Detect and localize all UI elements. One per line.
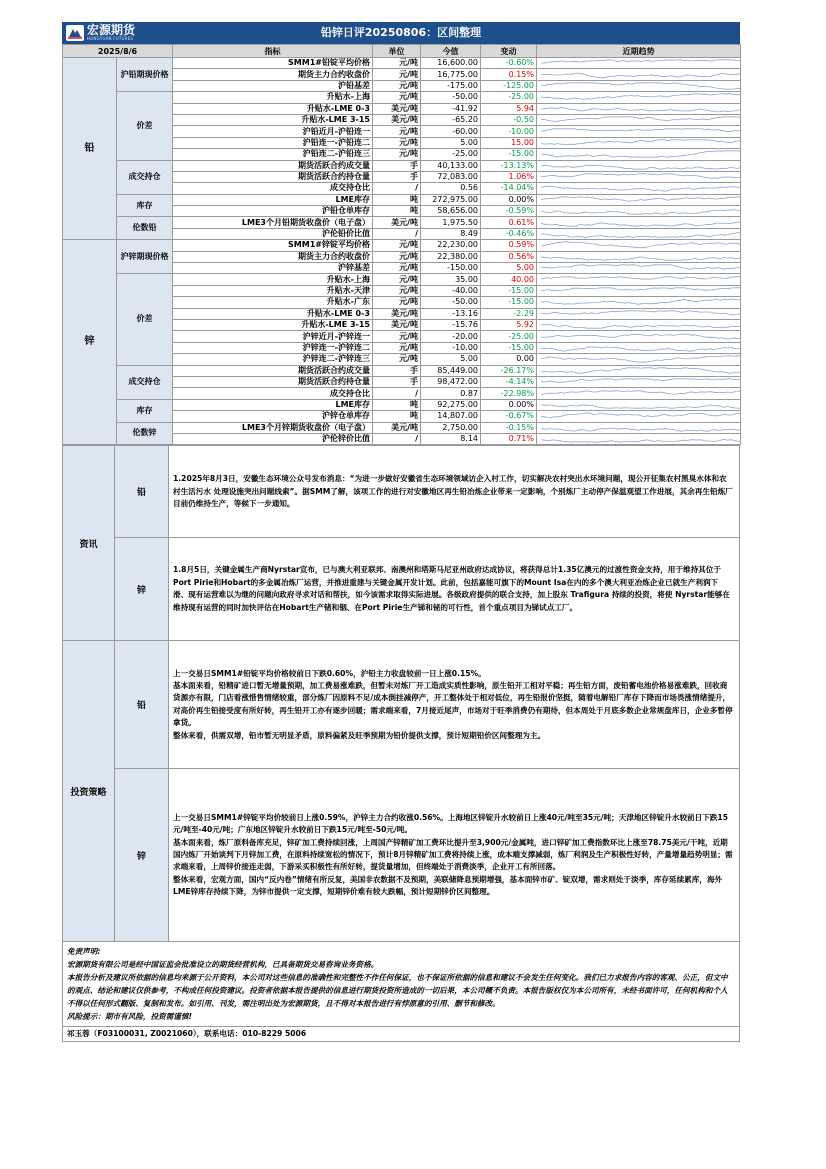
indicator-value: 85,449.00 bbox=[421, 365, 481, 376]
indicator-name: 升贴水-LME 3-15 bbox=[173, 319, 373, 330]
indicator-name: 沪伦铅价比值 bbox=[173, 228, 373, 239]
indicator-table bbox=[62, 44, 741, 445]
trend-cell bbox=[537, 183, 741, 194]
indicator-unit: 元/吨 bbox=[373, 263, 421, 274]
indicator-change: 0.56% bbox=[481, 251, 537, 262]
indicator-unit: 美元/吨 bbox=[373, 114, 421, 125]
trend-cell bbox=[537, 251, 741, 262]
indicator-change: -15.00 bbox=[481, 285, 537, 296]
header-trend: 近期趋势 bbox=[537, 45, 741, 58]
lead-category: 铅 bbox=[63, 58, 117, 240]
trend-cell bbox=[537, 297, 741, 308]
indicator-unit: 元/吨 bbox=[373, 274, 421, 285]
group-label: 成交持仓 bbox=[117, 160, 173, 194]
trend-cell bbox=[537, 319, 741, 330]
indicator-name: 升贴水-上海 bbox=[173, 274, 373, 285]
indicator-unit: 元/吨 bbox=[373, 92, 421, 103]
indicator-unit: 手 bbox=[373, 160, 421, 171]
trend-cell bbox=[537, 69, 741, 80]
news-strategy-table bbox=[62, 445, 740, 942]
strategy-zinc-para: 基本面来看，炼厂原料备库充足，锌矿加工费持续回涨，上周国产锌精矿加工费环比提升至3,900元/金属吨，进口锌矿加工费指数环比上涨至78.75美元/干吨，近期国内炼厂开始谈判下月锌加工费，在原料持续宽松的情况下，预计8月锌精矿加工费将持续上涨，成本端支撑减弱，炼厂利润及生产积极性好转，产量增量趋势明显；需求端来看，上周锌价接连走弱，下游采买积极性有所好转，提货量增加，但终端处于消费淡季，企业开工有所回落。 bbox=[173, 837, 733, 872]
indicator-unit: / bbox=[373, 183, 421, 194]
indicator-change: -4.14% bbox=[481, 376, 537, 387]
trend-cell bbox=[537, 263, 741, 274]
indicator-value: 40,133.00 bbox=[421, 160, 481, 171]
trend-cell bbox=[537, 217, 741, 228]
strategy-label: 投资策略 bbox=[63, 641, 115, 942]
indicator-change: 40.00 bbox=[481, 274, 537, 285]
indicator-name: LME3个月锌期货收盘价（电子盘） bbox=[173, 422, 373, 433]
group-label: 库存 bbox=[117, 194, 173, 217]
news-zinc-text: 1.8月5日，关键金属生产商Nyrstar宣布，已与澳大利亚联邦、南澳州和塔斯马尼亚州政府达成协议，将获得总计1.35亿澳元的过渡性资金支持，用于维持其位于Port Pirie和Hobart的多金属冶炼厂运营，并推进重建与关键金属开发计划。此前，包括嘉能可旗下的Mount Isa在内的多个澳大利亚冶炼企业已就生产利润下滑、现有运营难以为继的问题向政府寻求对话和帮扶，如今该需求取得实际进展。各级政府提供的联合支持，加上股东 Trafigura 持续的投资，将使 Nyrstar能够在维持现有运营的同时加快评估在Hobart生产锗和铟、在Port Pirie生产锑和铋的可行性，首个重点项目为锑试点工厂。 bbox=[169, 538, 740, 641]
indicator-unit: 元/吨 bbox=[373, 137, 421, 148]
indicator-value: -50.00 bbox=[421, 92, 481, 103]
table-row bbox=[63, 399, 741, 410]
group-label: 沪铅期现价格 bbox=[117, 58, 173, 92]
indicator-value: -60.00 bbox=[421, 126, 481, 137]
indicator-unit: 吨 bbox=[373, 206, 421, 217]
group-label: 成交持仓 bbox=[117, 365, 173, 399]
indicator-value: 8.14 bbox=[421, 433, 481, 444]
indicator-unit: 元/吨 bbox=[373, 251, 421, 262]
news-lead-text: 1.2025年8月3日，安徽生态环境公众号发布消息：“为进一步做好安徽省生态环境领域访企入村工作，切实解决农村突出水环境问题，现公开征集农村黑臭水体和农村生活污水 处理设施突出问题线索”。据SMM了解，该项工作的进行对安徽地区再生铅冶炼企业带来一定影响，个别炼厂主动停产保温观望工作进展，其余再生铅炼厂目前仍维持生产，等候下一步通知。 bbox=[169, 446, 740, 538]
trend-cell bbox=[537, 137, 741, 148]
trend-sparkline bbox=[539, 263, 741, 273]
indicator-name: LME3个月铅期货收盘价（电子盘） bbox=[173, 217, 373, 228]
indicator-name: 沪锌连二-沪锌连三 bbox=[173, 354, 373, 365]
indicator-value: 98,472.00 bbox=[421, 376, 481, 387]
trend-sparkline bbox=[539, 332, 741, 342]
indicator-name: 沪铅连二-沪铅连三 bbox=[173, 149, 373, 160]
trend-sparkline bbox=[539, 81, 741, 91]
indicator-name: 升贴水-天津 bbox=[173, 285, 373, 296]
indicator-change: 0.00% bbox=[481, 399, 537, 410]
indicator-value: -175.00 bbox=[421, 80, 481, 91]
indicator-value: -150.00 bbox=[421, 263, 481, 274]
trend-sparkline bbox=[539, 149, 741, 159]
indicator-name: SMM1#铅锭平均价格 bbox=[173, 58, 373, 69]
indicator-value: 2,750.00 bbox=[421, 422, 481, 433]
risk-warning: 风险提示：期市有风险，投资需谨慎! bbox=[67, 1012, 192, 1022]
indicator-name: 沪铅连一-沪铅连二 bbox=[173, 137, 373, 148]
trend-sparkline bbox=[539, 297, 741, 307]
brand-subtitle: HONGYUAN FUTURES bbox=[87, 36, 134, 41]
table-row bbox=[63, 217, 741, 228]
indicator-value: -10.00 bbox=[421, 342, 481, 353]
trend-cell bbox=[537, 422, 741, 433]
indicator-unit: 手 bbox=[373, 376, 421, 387]
trend-cell bbox=[537, 103, 741, 114]
indicator-value: 35.00 bbox=[421, 274, 481, 285]
trend-cell bbox=[537, 274, 741, 285]
trend-cell bbox=[537, 92, 741, 103]
indicator-change: 0.71% bbox=[481, 433, 537, 444]
trend-cell bbox=[537, 433, 741, 444]
indicator-name: 沪锌仓单库存 bbox=[173, 411, 373, 422]
indicator-name: LME库存 bbox=[173, 194, 373, 205]
trend-cell bbox=[537, 285, 741, 296]
indicator-unit: / bbox=[373, 433, 421, 444]
disclaimer bbox=[62, 942, 740, 1027]
strategy-lead-label: 铅 bbox=[115, 641, 169, 769]
indicator-name: 升贴水-广东 bbox=[173, 297, 373, 308]
indicator-change: 1.06% bbox=[481, 171, 537, 182]
indicator-change: -2.29 bbox=[481, 308, 537, 319]
indicator-name: 沪锌基差 bbox=[173, 263, 373, 274]
trend-cell bbox=[537, 149, 741, 160]
indicator-change: 0.15% bbox=[481, 69, 537, 80]
indicator-name: 沪铅近月-沪铅连一 bbox=[173, 126, 373, 137]
indicator-change: 0.59% bbox=[481, 240, 537, 251]
trend-sparkline bbox=[539, 411, 741, 421]
header-indicator: 指标 bbox=[173, 45, 373, 58]
indicator-change: -15.00 bbox=[481, 297, 537, 308]
indicator-name: 沪锌连一-沪锌连二 bbox=[173, 342, 373, 353]
news-zinc-row bbox=[63, 538, 740, 641]
indicator-change: 0.61% bbox=[481, 217, 537, 228]
indicator-name: SMM1#锌锭平均价格 bbox=[173, 240, 373, 251]
indicator-unit: 元/吨 bbox=[373, 342, 421, 353]
strategy-lead-para: 基本面来看，铅精矿进口暂无增量预期，加工费易涨难跌，但暂未对炼厂开工造成实质性影响，原生铅开工相对平稳；再生铅方面，废铅蓄电池价格易涨难跌，回收商货源亦有限，门店看涨惜售情绪较重，部分炼厂因原料不足/成本倒挂减停产，开工整体处于相对低位，再生铅报价坚挺，随着电解铅厂库存下降而市场畏涨情绪提升，对高价再生铅接受度有所好转，再生铅开工亦有逐步回暖；需求端来看，7月接近尾声，市场对于旺季消费仍有期待，但本周处于月底多数企业常规盘库日，企业多暂停拿货。 bbox=[173, 680, 733, 728]
table-row bbox=[63, 160, 741, 171]
table-row bbox=[63, 274, 741, 285]
indicator-value: 272,975.00 bbox=[421, 194, 481, 205]
indicator-unit: 美元/吨 bbox=[373, 319, 421, 330]
news-lead-row bbox=[63, 446, 740, 538]
indicator-change: -0.59% bbox=[481, 206, 537, 217]
strategy-zinc-label: 锌 bbox=[115, 769, 169, 942]
indicator-value: -50.00 bbox=[421, 297, 481, 308]
strategy-lead-text bbox=[169, 641, 740, 769]
indicator-change: -10.00 bbox=[481, 126, 537, 137]
disclaimer-line: 本报告分析及建议所依据的信息均来源于公开资料，本公司对这些信息的准确性和完整性不作任何保证，也不保证所依据的信息和建议不会发生任何变化。我们已力求报告内容的客观、公正，但文中的观点、结论和建议仅供参考，不构成任何投资建议。投资者依据本报告提供的信息进行期货投资所造成的一切后果，本公司概不负责。本报告版权仅为本公司所有，未经书面许可，任何机构和个人不得以任何形式翻版、复制和发布。如引用、刊发，需注明出处为宏源期货，且不得对本报告进行有悖原意的引用、删节和修改。 bbox=[67, 973, 728, 1009]
indicator-change: 15.00 bbox=[481, 137, 537, 148]
indicator-change: -25.00 bbox=[481, 331, 537, 342]
group-label: 沪锌期现价格 bbox=[117, 240, 173, 274]
table-row bbox=[63, 92, 741, 103]
trend-cell bbox=[537, 228, 741, 239]
indicator-name: 成交持仓比 bbox=[173, 183, 373, 194]
indicator-change: -15.00 bbox=[481, 342, 537, 353]
trend-sparkline bbox=[539, 104, 741, 114]
trend-sparkline bbox=[539, 92, 741, 102]
indicator-change: -15.00 bbox=[481, 149, 537, 160]
indicator-name: 成交持仓比 bbox=[173, 388, 373, 399]
trend-cell bbox=[537, 194, 741, 205]
trend-sparkline bbox=[539, 127, 741, 137]
disclaimer-title: 免责声明: bbox=[67, 947, 101, 957]
indicator-value: 92,275.00 bbox=[421, 399, 481, 410]
indicator-change: 0.00 bbox=[481, 354, 537, 365]
indicator-change: -125.00 bbox=[481, 80, 537, 91]
trend-sparkline bbox=[539, 343, 741, 353]
disclaimer-line: 宏源期货有限公司是经中国证监会批准设立的期货经营机构，已具备期货交易咨询业务资格。 bbox=[67, 960, 379, 970]
report-title: 铅锌日评20250806：区间整理 bbox=[320, 26, 482, 39]
indicator-unit: 元/吨 bbox=[373, 331, 421, 342]
indicator-name: 升贴水-LME 0-3 bbox=[173, 103, 373, 114]
indicator-name: 沪伦锌价比值 bbox=[173, 433, 373, 444]
indicator-unit: 元/吨 bbox=[373, 354, 421, 365]
strategy-zinc-para: 整体来看，宏观方面，国内“反内卷”情绪有所反复，美国非农数据不及预期，美联储降息预期增强，基本面锌市矿、锭双增，需求则处于淡季，库存延续累库，海外LME锌库存持续下降，为锌市提供一定支撑，短期锌价难有较大跌幅，预计短期锌价区间整理。 bbox=[173, 874, 723, 897]
trend-sparkline bbox=[539, 286, 741, 296]
indicator-unit: 元/吨 bbox=[373, 80, 421, 91]
indicator-value: 22,230.00 bbox=[421, 240, 481, 251]
strategy-zinc-row bbox=[63, 769, 740, 942]
strategy-lead-row bbox=[63, 641, 740, 769]
strategy-lead-para: 整体来看，供需双增，铅市暂无明显矛盾，原料偏紧及旺季预期为铅价提供支撑，预计短期铅价区间整理为主。 bbox=[173, 730, 546, 740]
trend-sparkline bbox=[539, 115, 741, 125]
trend-sparkline bbox=[539, 434, 741, 444]
indicator-value: 22,380.00 bbox=[421, 251, 481, 262]
indicator-unit: 元/吨 bbox=[373, 240, 421, 251]
indicator-change: 5.94 bbox=[481, 103, 537, 114]
indicator-unit: 吨 bbox=[373, 411, 421, 422]
indicator-name: 升贴水-LME 3-15 bbox=[173, 114, 373, 125]
indicator-unit: 元/吨 bbox=[373, 69, 421, 80]
indicator-value: 5.00 bbox=[421, 354, 481, 365]
trend-cell bbox=[537, 388, 741, 399]
strategy-zinc-text bbox=[169, 769, 740, 942]
indicator-unit: 吨 bbox=[373, 194, 421, 205]
indicator-unit: 元/吨 bbox=[373, 126, 421, 137]
group-label: 伦数锌 bbox=[117, 422, 173, 445]
trend-sparkline bbox=[539, 275, 741, 285]
indicator-unit: 元/吨 bbox=[373, 149, 421, 160]
indicator-value: 16,600.00 bbox=[421, 58, 481, 69]
indicator-name: 沪锌近月-沪锌连一 bbox=[173, 331, 373, 342]
trend-sparkline bbox=[539, 309, 741, 319]
trend-sparkline bbox=[539, 320, 741, 330]
indicator-name: 沪铅基差 bbox=[173, 80, 373, 91]
brand-name: 宏源期货 bbox=[87, 23, 136, 37]
indicator-value: -41.92 bbox=[421, 103, 481, 114]
indicator-change: -0.15% bbox=[481, 422, 537, 433]
trend-cell bbox=[537, 354, 741, 365]
indicator-change: -0.60% bbox=[481, 58, 537, 69]
trend-cell bbox=[537, 80, 741, 91]
indicator-change: 5.00 bbox=[481, 263, 537, 274]
indicator-value: -20.00 bbox=[421, 331, 481, 342]
trend-sparkline bbox=[539, 183, 741, 193]
indicator-change: -0.67% bbox=[481, 411, 537, 422]
table-row bbox=[63, 194, 741, 205]
table-row bbox=[63, 365, 741, 376]
indicator-unit: 元/吨 bbox=[373, 297, 421, 308]
indicator-unit: 元/吨 bbox=[373, 285, 421, 296]
trend-cell bbox=[537, 411, 741, 422]
indicator-change: -0.46% bbox=[481, 228, 537, 239]
indicator-unit: 美元/吨 bbox=[373, 308, 421, 319]
report-header bbox=[62, 22, 740, 44]
indicator-name: LME库存 bbox=[173, 399, 373, 410]
trend-cell bbox=[537, 399, 741, 410]
trend-sparkline bbox=[539, 70, 741, 80]
indicator-name: 期货活跃合约成交量 bbox=[173, 160, 373, 171]
indicator-unit: 元/吨 bbox=[373, 58, 421, 69]
trend-sparkline bbox=[539, 423, 741, 433]
indicator-value: -40.00 bbox=[421, 285, 481, 296]
header-change: 变动 bbox=[481, 45, 537, 58]
analyst-contact: 祁玉蓉（F03100031, Z0021060），联系电话：010-8229 5006 bbox=[62, 1027, 740, 1042]
news-lead-label: 铅 bbox=[115, 446, 169, 538]
indicator-unit: / bbox=[373, 388, 421, 399]
indicator-change: -13.13% bbox=[481, 160, 537, 171]
indicator-unit: 美元/吨 bbox=[373, 103, 421, 114]
trend-cell bbox=[537, 240, 741, 251]
indicator-unit: / bbox=[373, 228, 421, 239]
trend-sparkline bbox=[539, 172, 741, 182]
trend-cell bbox=[537, 331, 741, 342]
indicator-value: -25.00 bbox=[421, 149, 481, 160]
indicator-unit: 美元/吨 bbox=[373, 217, 421, 228]
indicator-name: 期货主力合约收盘价 bbox=[173, 251, 373, 262]
trend-cell bbox=[537, 58, 741, 69]
trend-cell bbox=[537, 376, 741, 387]
trend-cell bbox=[537, 114, 741, 125]
strategy-lead-para: 上一交易日SMM1#铅锭平均价格较前日下跌0.60%，沪铅主力收盘较前一日上涨0.15%。 bbox=[173, 668, 486, 678]
trend-sparkline bbox=[539, 252, 741, 262]
trend-sparkline bbox=[539, 354, 741, 364]
indicator-value: 58,656.00 bbox=[421, 206, 481, 217]
indicator-value: -13.16 bbox=[421, 308, 481, 319]
indicator-name: 期货主力合约收盘价 bbox=[173, 69, 373, 80]
table-row bbox=[63, 422, 741, 433]
trend-sparkline bbox=[539, 138, 741, 148]
trend-cell bbox=[537, 308, 741, 319]
trend-cell bbox=[537, 160, 741, 171]
indicator-value: 1,975.50 bbox=[421, 217, 481, 228]
indicator-name: 期货活跃合约持仓量 bbox=[173, 376, 373, 387]
trend-sparkline bbox=[539, 218, 741, 228]
indicator-value: 8.49 bbox=[421, 228, 481, 239]
trend-cell bbox=[537, 342, 741, 353]
report-date: 2025/8/6 bbox=[63, 45, 173, 58]
indicator-value: 0.87 bbox=[421, 388, 481, 399]
indicator-unit: 美元/吨 bbox=[373, 422, 421, 433]
indicator-name: 期货活跃合约持仓量 bbox=[173, 171, 373, 182]
indicator-unit: 吨 bbox=[373, 399, 421, 410]
trend-sparkline bbox=[539, 58, 741, 68]
indicator-change: 5.92 bbox=[481, 319, 537, 330]
indicator-value: 16,775.00 bbox=[421, 69, 481, 80]
indicator-name: 升贴水-上海 bbox=[173, 92, 373, 103]
trend-sparkline bbox=[539, 206, 741, 216]
header-value: 今值 bbox=[421, 45, 481, 58]
group-label: 价差 bbox=[117, 274, 173, 365]
indicator-change: -22.98% bbox=[481, 388, 537, 399]
trend-cell bbox=[537, 365, 741, 376]
trend-cell bbox=[537, 171, 741, 182]
header-unit: 单位 bbox=[373, 45, 421, 58]
indicator-change: 0.00% bbox=[481, 194, 537, 205]
indicator-value: 72,083.00 bbox=[421, 171, 481, 182]
indicator-change: -26.17% bbox=[481, 365, 537, 376]
indicator-name: 期货活跃合约成交量 bbox=[173, 365, 373, 376]
indicator-value: -65.20 bbox=[421, 114, 481, 125]
indicator-value: 0.56 bbox=[421, 183, 481, 194]
trend-sparkline bbox=[539, 195, 741, 205]
group-label: 伦数铅 bbox=[117, 217, 173, 240]
table-header-row bbox=[63, 45, 741, 58]
news-label: 资讯 bbox=[63, 446, 115, 641]
indicator-change: -25.00 bbox=[481, 92, 537, 103]
group-label: 价差 bbox=[117, 92, 173, 160]
trend-sparkline bbox=[539, 161, 741, 171]
indicator-name: 升贴水-LME 0-3 bbox=[173, 308, 373, 319]
trend-sparkline bbox=[539, 366, 741, 376]
trend-sparkline bbox=[539, 377, 741, 387]
table-row bbox=[63, 58, 741, 69]
table-row bbox=[63, 240, 741, 251]
indicator-value: -15.76 bbox=[421, 319, 481, 330]
indicator-value: 14,807.00 bbox=[421, 411, 481, 422]
report-page bbox=[62, 22, 740, 1042]
trend-sparkline bbox=[539, 240, 741, 250]
trend-sparkline bbox=[539, 400, 741, 410]
zinc-category: 锌 bbox=[63, 240, 117, 445]
indicator-change: -14.04% bbox=[481, 183, 537, 194]
trend-sparkline bbox=[539, 229, 741, 239]
news-zinc-label: 锌 bbox=[115, 538, 169, 641]
indicator-unit: 手 bbox=[373, 171, 421, 182]
trend-cell bbox=[537, 206, 741, 217]
indicator-name: 沪铅仓单库存 bbox=[173, 206, 373, 217]
indicator-change: -0.50 bbox=[481, 114, 537, 125]
group-label: 库存 bbox=[117, 399, 173, 422]
indicator-value: 5.00 bbox=[421, 137, 481, 148]
strategy-zinc-para: 上一交易日SMM1#锌锭平均价较前日上涨0.59%，沪锌主力合约收涨0.56%。上海地区锌锭升水较前日上涨40元/吨至35元/吨；天津地区锌锭升水较前日下跌15元/吨至-40元/吨；广东地区锌锭升水较前日下跌15元/吨至-50元/吨。 bbox=[173, 812, 729, 835]
trend-sparkline bbox=[539, 389, 741, 399]
indicator-unit: 手 bbox=[373, 365, 421, 376]
trend-cell bbox=[537, 126, 741, 137]
